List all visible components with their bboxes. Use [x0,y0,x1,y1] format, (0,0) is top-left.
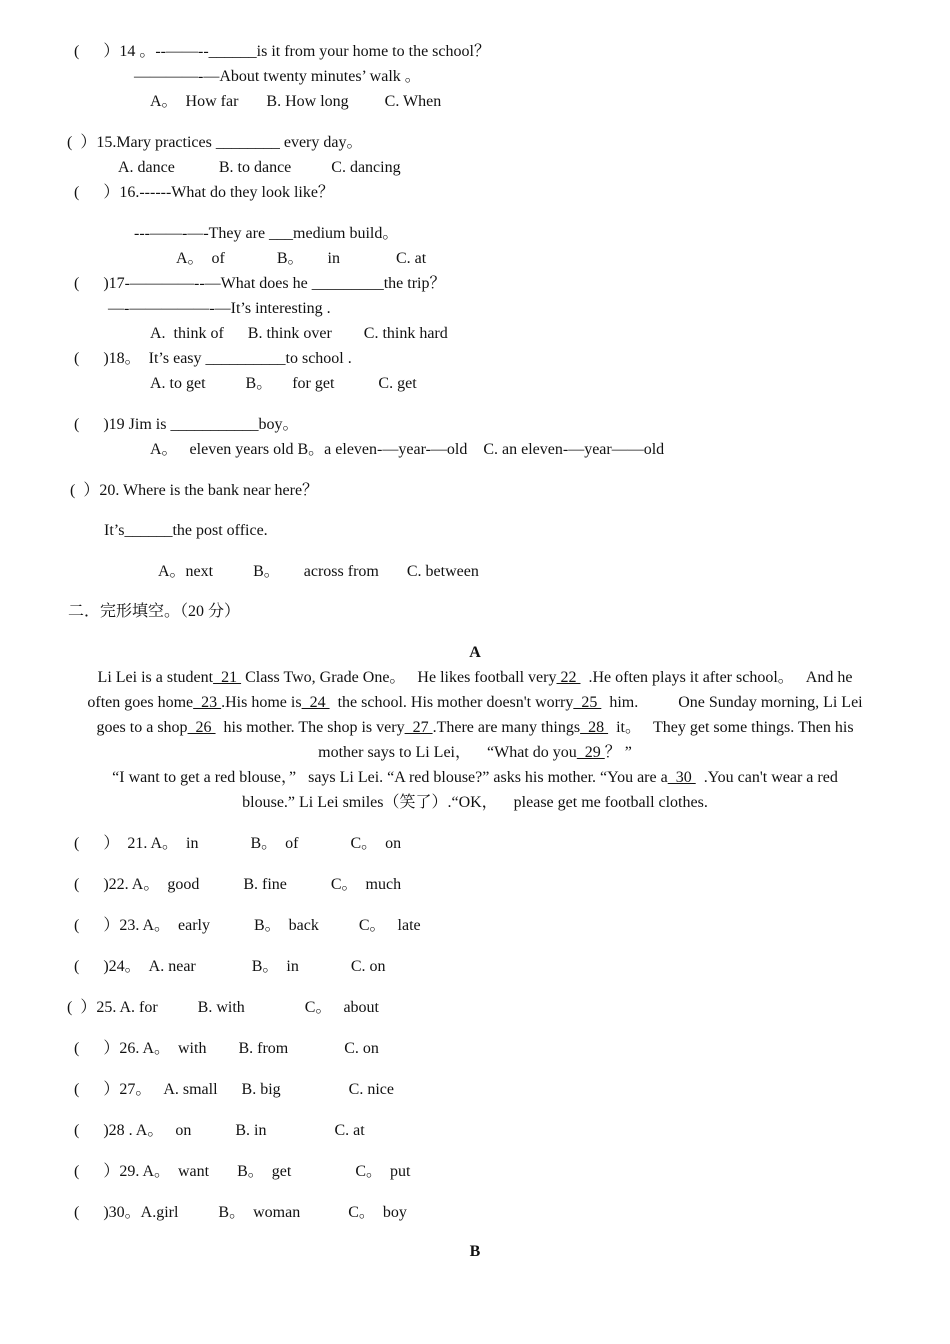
option-row-28: ( )28 . A。 on B. in C. at [74,1122,365,1139]
question-line: ————-—About twenty minutes’ walk 。 [134,68,421,85]
blank-number: 21 [213,669,242,686]
option-row-24: ( )24。 A. near B。 in C. on [74,958,386,975]
question-line: A. think of B. think over C. think hard [150,325,448,342]
question-line: A. to get B。 for get C. get [150,375,417,392]
blank-number: 26 [187,719,216,736]
passage-line [0,718,950,738]
blank-number: 25 [573,694,602,711]
passage-text: often goes home [87,694,194,711]
option-row-26: ( ）26. A。 with B. from C. on [74,1040,379,1057]
passage-text: Class Two, Grade One。 He likes football very [241,669,557,686]
passage-line [0,768,950,788]
blank-number: 29 [576,744,605,761]
blank-number: 30 [667,769,696,786]
blank-number: 23 [193,694,222,711]
passage-title-a: A [469,644,481,661]
passage-text: .He often plays it after school。 And he [580,669,853,686]
question-line: It’s______the post office. [104,522,268,539]
passage-line [0,693,950,713]
question-stem: ( ）14 。--——--______is it from your home to the school？ [74,43,490,60]
option-row-27: ( ）27。 A. small B. big C. nice [74,1081,394,1098]
blank-number: 24 [301,694,330,711]
passage-text: .You can't wear a red [695,769,838,786]
option-row-25: ( ）25. A. for B. with C。 about [67,999,379,1016]
question-line: A。 of B。 in C. at [176,250,427,267]
question-stem: ( ）15.Mary practices ________ every day。 [67,134,363,151]
blank-number: 27 [404,719,433,736]
question-line: A。next B。 across from C. between [158,563,479,580]
passage-text: .His home is [221,694,302,711]
passage-text: his mother. The shop is very [215,719,405,736]
question-stem: ( )17-————--—What does he _________the trip？ [74,275,446,292]
passage-text: mother says to Li Lei， “What do you [318,744,577,761]
question-line: A。 eleven years old B。a eleven-—year-—old C. an eleven-—year——old [150,441,665,458]
option-row-23: ( ）23. A。 early B。 back C。 late [74,917,421,934]
option-row-29: ( ）29. A。 want B。 get C。 put [74,1163,411,1180]
passage-line [0,668,950,688]
question-line: A. dance B. to dance C. dancing [118,159,401,176]
question-line: A。 How far B. How long C. When [150,93,442,110]
passage-text: it。 They get some things. Then his [608,719,854,736]
section-heading-cloze: 二．完形填空。（20 分） [68,603,241,620]
option-row-30: ( )30。A.girl B。 woman C。 boy [74,1204,407,1221]
blank-number: 28 [580,719,609,736]
passage-text: ？ ” [604,744,632,761]
option-row-22: ( )22. A。 good B. fine C。 much [74,876,402,893]
question-stem: ( )18。 It’s easy __________to school . [74,350,352,367]
passage-text: blouse.” Li Lei smiles（笑了）.“OK， please get me football clothes. [242,794,708,811]
passage-line [0,793,950,813]
question-line: —-—————-—It’s interesting . [108,300,331,317]
passage-text: .There are many things [432,719,581,736]
question-line: ---——-—-They are ___medium build。 [134,225,399,242]
passage-text: “I want to get a red blouse，” says Li Lei. “A red blouse?” asks his mother. “You are a [112,769,668,786]
passage-text: the school. His mother doesn't worry [329,694,574,711]
blank-number: 22 [556,669,581,686]
question-stem: ( ）20. Where is the bank near here？ [70,482,319,499]
passage-text: goes to a shop [96,719,188,736]
passage-text: him. One Sunday morning, Li Lei [601,694,863,711]
option-row-21: ( ） 21. A。 in B。 of C。 on [74,835,402,852]
passage-text: Li Lei is a student [97,669,214,686]
question-stem: ( ）16.------What do they look like？ [74,184,334,201]
question-stem: ( )19 Jim is ___________boy。 [74,416,299,433]
passage-title-b: B [469,1243,481,1260]
passage-line [0,743,950,763]
